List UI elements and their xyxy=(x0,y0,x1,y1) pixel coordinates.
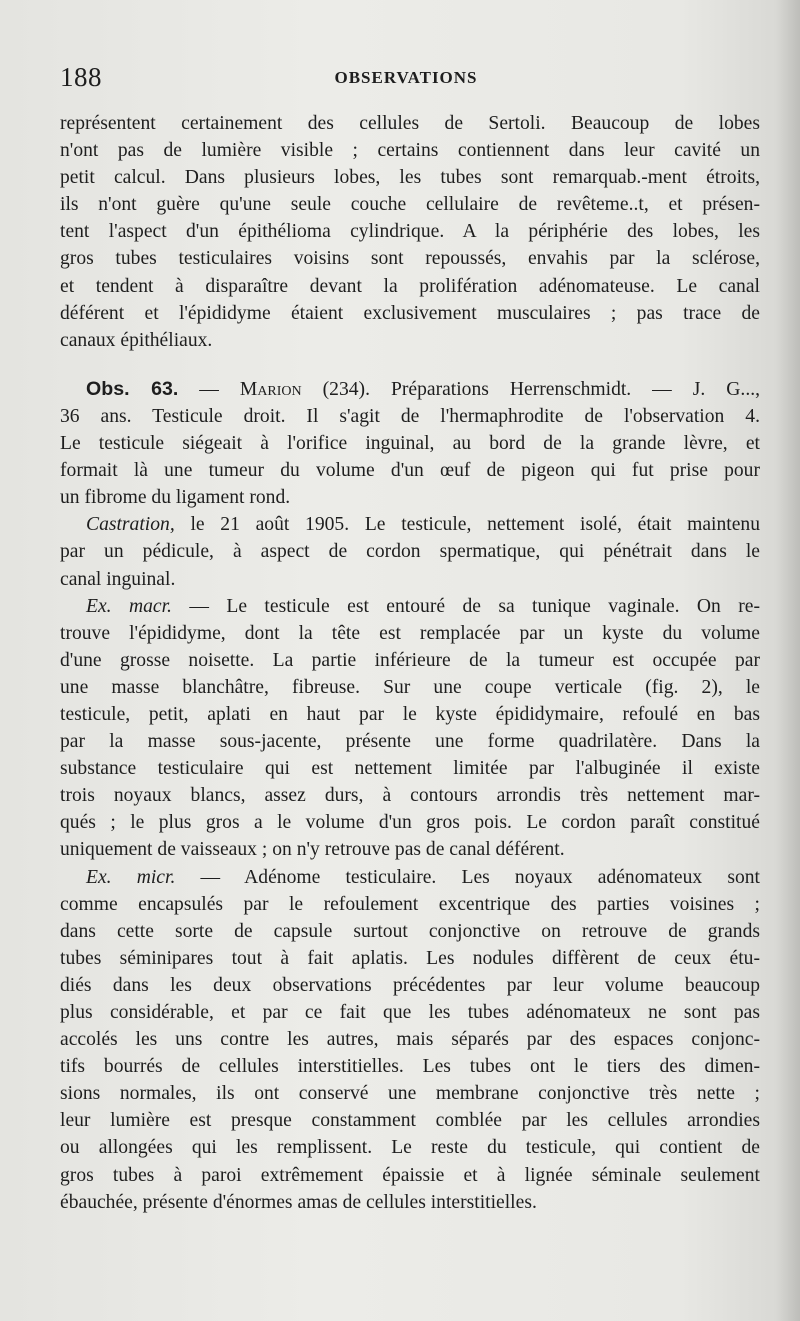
text-line: substance testiculaire qui est nettement limitée par l'albuginée il existe xyxy=(60,758,760,780)
line-rest: — Adénome testiculaire. Les noyaux adénomateux sont xyxy=(175,866,760,888)
text-line: uniquement de vaisseaux ; on n'y retrouve pas de canal déférent. xyxy=(60,839,565,861)
text-line: par la masse sous-jacente, présente une forme quadrilatère. Dans la xyxy=(60,731,760,753)
text-line: leur lumière est presque constamment comblée par les cellules arrondies xyxy=(60,1110,760,1132)
observation-heading-line xyxy=(60,376,760,403)
micr-first-line xyxy=(60,864,760,891)
heading-rest: (234). Préparations Herrenschmidt. — J. G..., xyxy=(301,378,761,400)
text-line: représentent certainement des cellules de Sertoli. Beaucoup de lobes xyxy=(60,113,760,134)
text-line: petit calcul. Dans plusieurs lobes, les tubes sont remarquab.-ment étroits, xyxy=(60,167,760,189)
castration-paragraph xyxy=(60,511,760,592)
text-line: une masse blanchâtre, fibreuse. Sur une coupe verticale (fig. 2), le xyxy=(60,676,760,698)
text-line: déférent et l'épididyme étaient exclusivement musculaires ; pas trace de xyxy=(60,302,760,324)
text-line: plus considérable, et par ce fait que les tubes adénomateux ne sont pas xyxy=(60,1002,760,1023)
line-rest: le 21 août 1905. Le testicule, nettement isolé, était maintenu xyxy=(174,514,760,536)
text-line: 36 ans. Testicule droit. Il s'agit de l'hermaphrodite de l'observation 4. xyxy=(60,405,760,427)
text-line: un fibrome du ligament rond. xyxy=(60,487,291,509)
castration-first-line xyxy=(60,511,760,538)
body-text xyxy=(60,110,760,1216)
text-line: accolés les uns contre les autres, mais séparés par des espaces conjonc- xyxy=(60,1029,760,1051)
author-name: Marion xyxy=(239,378,302,400)
text-line: canal inguinal. xyxy=(60,568,176,590)
text-line: ébauchée, présente d'énormes amas de cellules interstitielles. xyxy=(60,1191,537,1213)
running-head: OBSERVATIONS xyxy=(334,68,478,87)
observation-paragraph xyxy=(60,376,760,511)
heading-dash: — xyxy=(178,378,240,400)
text-line: qués ; le plus gros a le volume d'un gros pois. Le cordon paraît constitué xyxy=(60,812,760,834)
text-line: d'une grosse noisette. La partie inférieure de la tumeur est occupée par xyxy=(60,649,760,671)
text-line: canaux épithéliaux. xyxy=(60,329,213,351)
text-line: formait là une tumeur du volume d'un œuf de pigeon qui fut prise pour xyxy=(60,460,760,482)
text-line: gros tubes à paroi extrêmement épaissie et à lignée séminale seulement xyxy=(60,1164,760,1186)
macroscopic-exam-paragraph xyxy=(60,593,760,864)
text-line: gros tubes testiculaires voisins sont repoussés, envahis par la sclérose, xyxy=(60,248,760,270)
macr-label: Ex. macr. xyxy=(86,595,172,617)
text-line: tubes séminipares tout à fait aplatis. Les nodules diffèrent de ceux étu- xyxy=(60,947,760,969)
page-number: 188 xyxy=(60,62,102,92)
text-line: et tendent à disparaître devant la prolifération adénomateuse. Le canal xyxy=(60,275,760,297)
page-header xyxy=(60,62,752,92)
text-line: testicule, petit, aplati en haut par le kyste épididymaire, refoulé en bas xyxy=(60,703,760,725)
castration-label: Castration, xyxy=(86,514,175,536)
text-line: tent l'aspect d'un épithélioma cylindrique. A la périphérie des lobes, les xyxy=(60,221,760,243)
text-line: trouve l'épididyme, dont la tête est remplacée par un kyste du volume xyxy=(60,622,760,644)
text-line: tifs bourrés de cellules interstitielles. Les tubes ont le tiers des dimen- xyxy=(60,1056,760,1078)
text-line: sions normales, ils ont conservé une membrane conjonctive très nette ; xyxy=(60,1083,760,1105)
text-line: par un pédicule, à aspect de cordon spermatique, qui pénétrait dans le xyxy=(60,541,760,563)
microscopic-exam-paragraph xyxy=(60,864,760,1216)
text-line: diés dans les deux observations précédentes par leur volume beaucoup xyxy=(60,974,760,996)
paragraph-gap xyxy=(60,354,760,376)
macr-first-line xyxy=(60,593,760,620)
text-line: ou allongées qui les remplissent. Le reste du testicule, qui contient de xyxy=(60,1137,760,1159)
text-line: dans cette sorte de capsule surtout conjonctive on retrouve de grands xyxy=(60,920,760,942)
line-rest: — Le testicule est entouré de sa tunique vaginale. On re- xyxy=(171,595,760,617)
text-line: Le testicule siégeait à l'orifice inguinal, au bord de la grande lèvre, et xyxy=(60,433,760,455)
micr-label: Ex. micr. xyxy=(86,866,176,888)
observation-label: Obs. 63. xyxy=(86,377,179,400)
text-line: ils n'ont guère qu'une seule couche cellulaire de revêteme..t, et présen- xyxy=(60,194,760,216)
text-line: n'ont pas de lumière visible ; certains contiennent dans leur cavité un xyxy=(60,140,760,162)
text-line: trois noyaux blancs, assez durs, à contours arrondis très nettement mar- xyxy=(60,785,760,807)
paragraph-continuation xyxy=(60,110,760,354)
text-line: comme encapsulés par le refoulement excentrique des parties voisines ; xyxy=(60,893,760,915)
